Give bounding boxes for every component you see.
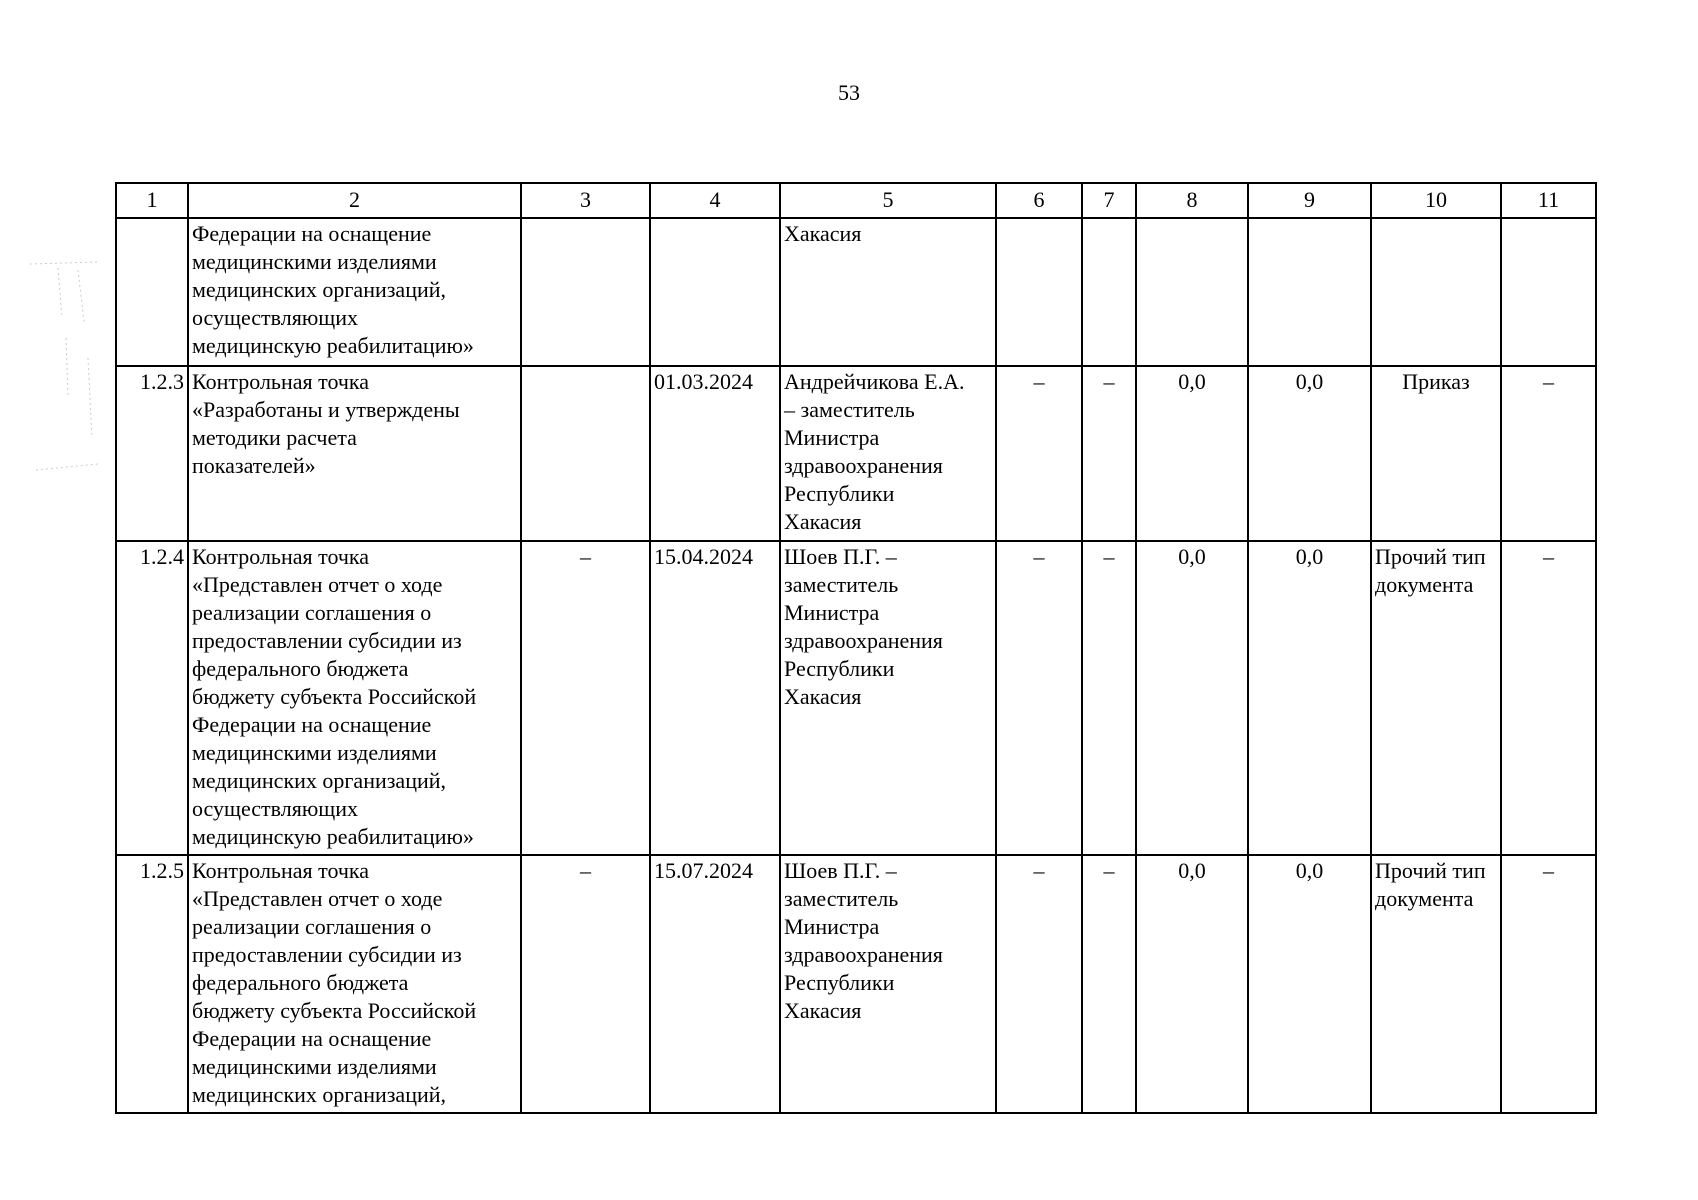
event-name-line: методики расчета bbox=[192, 425, 357, 450]
col7-value: – bbox=[1082, 855, 1136, 1113]
responsible-person-line: Шоев П.Г. – bbox=[784, 544, 897, 569]
responsible-person-line: заместитель bbox=[784, 572, 899, 597]
header-cell-5: 5 bbox=[780, 183, 996, 218]
responsible-person bbox=[780, 541, 996, 855]
col6-value bbox=[996, 218, 1082, 366]
header-cell-4: 4 bbox=[650, 183, 780, 218]
responsible-person-line: заместитель bbox=[784, 886, 899, 911]
event-name-line: реализации соглашения о bbox=[192, 600, 432, 625]
event-name-line: «Представлен отчет о ходе bbox=[192, 886, 443, 911]
event-name bbox=[188, 541, 521, 855]
document-type-line: документа bbox=[1375, 886, 1474, 911]
document-type bbox=[1371, 541, 1501, 855]
event-name-line: медицинских организаций, bbox=[192, 768, 447, 793]
event-name bbox=[188, 855, 521, 1113]
header-cell-10: 10 bbox=[1371, 183, 1501, 218]
table-row bbox=[116, 218, 1596, 366]
table-row bbox=[116, 541, 1596, 855]
col3-value: – bbox=[521, 855, 650, 1113]
document-type bbox=[1371, 366, 1501, 541]
responsible-person bbox=[780, 855, 996, 1113]
col3-value bbox=[521, 366, 650, 541]
col11-value: – bbox=[1501, 855, 1596, 1113]
table-body bbox=[116, 183, 1596, 1113]
col3-value bbox=[521, 218, 650, 366]
header-cell-6: 6 bbox=[996, 183, 1082, 218]
document-type bbox=[1371, 218, 1501, 366]
event-name-line: федерального бюджета bbox=[192, 656, 409, 681]
header-cell-7: 7 bbox=[1082, 183, 1136, 218]
table-row bbox=[116, 855, 1596, 1113]
event-name-line: медицинскую реабилитацию» bbox=[192, 824, 474, 849]
event-name-line: Федерации на оснащение bbox=[192, 221, 432, 246]
responsible-person-line: Министра bbox=[784, 914, 880, 939]
event-name-line: «Разработаны и утверждены bbox=[192, 397, 460, 422]
event-name-line: предоставлении субсидии из bbox=[192, 942, 462, 967]
col6-value: – bbox=[996, 541, 1082, 855]
row-number bbox=[116, 218, 188, 366]
header-cell-9: 9 bbox=[1248, 183, 1371, 218]
responsible-person-line: Хакасия bbox=[784, 221, 862, 246]
col3-value: – bbox=[521, 541, 650, 855]
col8-value: 0,0 bbox=[1136, 541, 1248, 855]
event-name bbox=[188, 218, 521, 366]
deadline-date: 01.03.2024 bbox=[650, 366, 780, 541]
event-name-line: Контрольная точка bbox=[192, 544, 370, 569]
responsible-person-line: Хакасия bbox=[784, 509, 862, 534]
header-row bbox=[116, 183, 1596, 218]
event-name bbox=[188, 366, 521, 541]
responsible-person-line: здравоохранения bbox=[784, 942, 943, 967]
header-cell-11: 11 bbox=[1501, 183, 1596, 218]
col11-value: – bbox=[1501, 366, 1596, 541]
deadline-date bbox=[650, 218, 780, 366]
scan-stamp-mark bbox=[28, 258, 102, 478]
event-name-line: «Представлен отчет о ходе bbox=[192, 572, 443, 597]
event-name-line: бюджету субъекта Российской bbox=[192, 684, 477, 709]
col6-value: – bbox=[996, 366, 1082, 541]
col9-value: 0,0 bbox=[1248, 366, 1371, 541]
responsible-person-line: здравоохранения bbox=[784, 628, 943, 653]
event-name-line: Федерации на оснащение bbox=[192, 712, 432, 737]
document-type bbox=[1371, 855, 1501, 1113]
event-name-line: предоставлении субсидии из bbox=[192, 628, 462, 653]
responsible-person-line: Андрейчикова Е.А. bbox=[784, 369, 965, 394]
document-type-line: Прочий тип bbox=[1375, 858, 1486, 883]
responsible-person-line: Хакасия bbox=[784, 998, 862, 1023]
responsible-person-line: – заместитель bbox=[784, 397, 915, 422]
page-number: 53 bbox=[838, 80, 860, 105]
event-name-line: Федерации на оснащение bbox=[192, 1026, 432, 1051]
event-name-line: медицинских организаций, bbox=[192, 1082, 447, 1107]
responsible-person-line: Республики bbox=[784, 970, 895, 995]
deadline-date: 15.04.2024 bbox=[650, 541, 780, 855]
event-name-line: федерального бюджета bbox=[192, 970, 409, 995]
header-cell-8: 8 bbox=[1136, 183, 1248, 218]
document-type-line: документа bbox=[1375, 572, 1474, 597]
col6-value: – bbox=[996, 855, 1082, 1113]
col7-value: – bbox=[1082, 366, 1136, 541]
deadline-date: 15.07.2024 bbox=[650, 855, 780, 1113]
document-type-line: Приказ bbox=[1402, 369, 1470, 394]
event-name-line: осуществляющих bbox=[192, 305, 358, 330]
col9-value: 0,0 bbox=[1248, 541, 1371, 855]
header-cell-2: 2 bbox=[188, 183, 521, 218]
col8-value: 0,0 bbox=[1136, 366, 1248, 541]
col11-value: – bbox=[1501, 541, 1596, 855]
event-name-line: медицинскими изделиями bbox=[192, 1054, 437, 1079]
col7-value bbox=[1082, 218, 1136, 366]
row-number: 1.2.4 bbox=[116, 541, 188, 855]
col8-value bbox=[1136, 218, 1248, 366]
responsible-person-line: Хакасия bbox=[784, 684, 862, 709]
responsible-person bbox=[780, 366, 996, 541]
responsible-person-line: Министра bbox=[784, 425, 880, 450]
col8-value: 0,0 bbox=[1136, 855, 1248, 1113]
responsible-person-line: здравоохранения bbox=[784, 453, 943, 478]
event-name-line: медицинскую реабилитацию» bbox=[192, 333, 474, 358]
event-name-line: осуществляющих bbox=[192, 796, 358, 821]
document-type-line: Прочий тип bbox=[1375, 544, 1486, 569]
col7-value: – bbox=[1082, 541, 1136, 855]
event-name-line: реализации соглашения о bbox=[192, 914, 432, 939]
event-name-line: медицинских организаций, bbox=[192, 277, 447, 302]
responsible-person-line: Шоев П.Г. – bbox=[784, 858, 897, 883]
event-name-line: Контрольная точка bbox=[192, 369, 370, 394]
col11-value bbox=[1501, 218, 1596, 366]
table-row bbox=[116, 366, 1596, 541]
responsible-person-line: Республики bbox=[784, 656, 895, 681]
plan-table bbox=[115, 182, 1597, 1114]
event-name-line: показателей» bbox=[192, 453, 316, 478]
responsible-person-line: Министра bbox=[784, 600, 880, 625]
responsible-person bbox=[780, 218, 996, 366]
row-number: 1.2.3 bbox=[116, 366, 188, 541]
header-cell-1: 1 bbox=[116, 183, 188, 218]
event-name-line: бюджету субъекта Российской bbox=[192, 998, 477, 1023]
event-name-line: медицинскими изделиями bbox=[192, 249, 437, 274]
event-name-line: Контрольная точка bbox=[192, 858, 370, 883]
header-cell-3: 3 bbox=[521, 183, 650, 218]
row-number: 1.2.5 bbox=[116, 855, 188, 1113]
col9-value: 0,0 bbox=[1248, 855, 1371, 1113]
col9-value bbox=[1248, 218, 1371, 366]
event-name-line: медицинскими изделиями bbox=[192, 740, 437, 765]
responsible-person-line: Республики bbox=[784, 481, 895, 506]
